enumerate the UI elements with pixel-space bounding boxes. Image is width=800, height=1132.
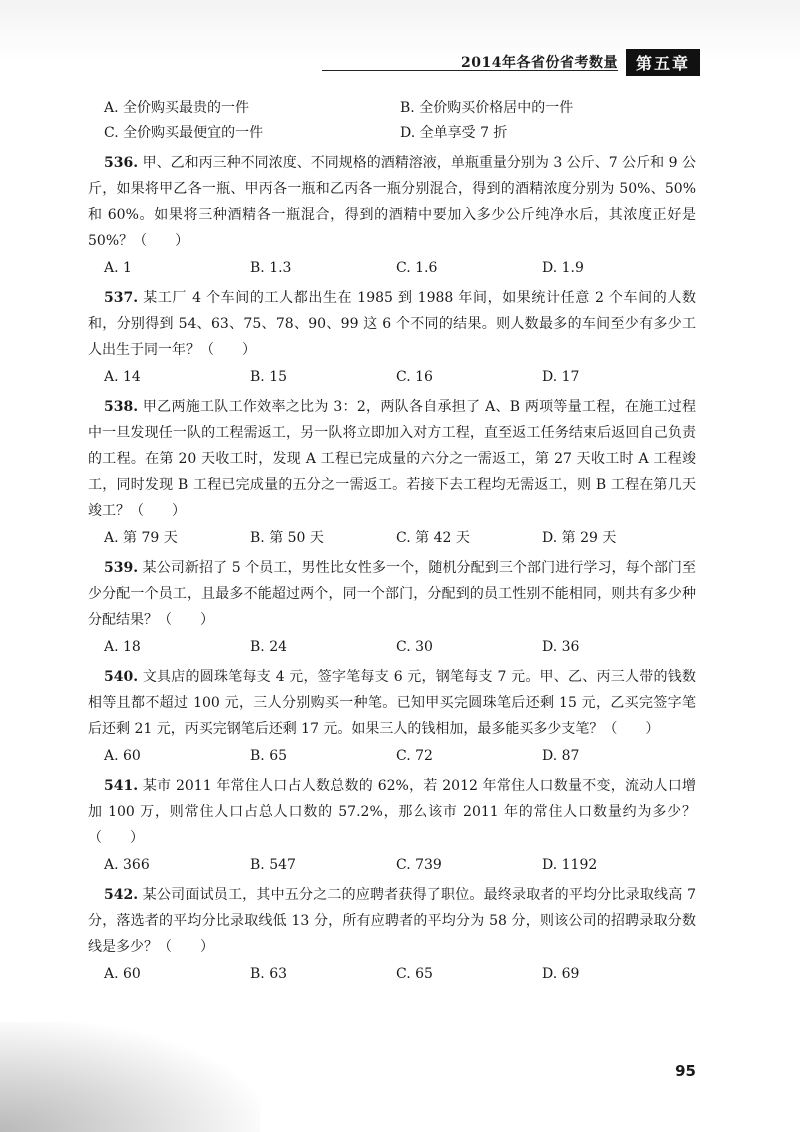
- question-list: [88, 98, 697, 985]
- question-536: [88, 150, 696, 254]
- option-a: A. 18: [104, 639, 141, 655]
- option-a: A. 60: [104, 966, 141, 982]
- question-number: 539.: [104, 560, 139, 576]
- chapter-label: 第五章: [626, 49, 700, 76]
- option-a: A. 1: [104, 260, 132, 276]
- question-text: 某公司面试员工，其中五分之二的应聘者获得了职位。最终录取者的平均分比录取线高 7 分，落选者的平均分比录取线低 13 分，所有应聘者的平均分为 58 分，则该公司的招聘录取分数线是多少？（ ）: [88, 887, 696, 955]
- question-number: 541.: [104, 778, 139, 794]
- option-b: B. 63: [250, 966, 288, 982]
- page-number: 95: [675, 1062, 696, 1080]
- options-536: [104, 258, 696, 279]
- options-540: [104, 746, 696, 767]
- option-d: D. 17: [542, 369, 580, 385]
- options-542: [104, 964, 696, 985]
- option-a: A. 全价购买最贵的一件: [104, 100, 250, 116]
- option-c: C. 全价购买最便宜的一件: [104, 125, 264, 141]
- option-a: A. 60: [104, 748, 141, 764]
- option-c: C. 72: [396, 748, 433, 764]
- question-number: 538.: [104, 399, 139, 415]
- options-541: [104, 855, 696, 876]
- option-d: D. 第 29 天: [542, 530, 617, 546]
- option-c: C. 1.6: [396, 260, 438, 276]
- option-b: B. 第 50 天: [250, 530, 324, 546]
- header-rule: [322, 70, 618, 71]
- question-text: 甲乙两施工队工作效率之比为 3：2，两队各自承担了 A、B 两项等量工程，在施工过程中一旦发现任一队的工程需返工，另一队将立即加入对方工程，直至返工任务结束后返回自己负责的工程。在第 20 天收工时，发现 A 工程已完成量的六分之一需返工，第 27 天收工时 A 工程竣工，同时发现 B 工程已完成量的五分之一需返工。若接下去工程均无需返工，则 B 工程在第几天竣工？（ ）: [88, 399, 697, 519]
- option-d: D. 69: [542, 966, 580, 982]
- page-shadow: [0, 1022, 260, 1132]
- options-537: [104, 367, 696, 388]
- option-a: A. 366: [104, 857, 150, 873]
- option-a: A. 14: [104, 369, 141, 385]
- option-d: D. 全单享受 7 折: [400, 125, 508, 141]
- question-number: 536.: [104, 155, 139, 171]
- question-text: 甲、乙和丙三种不同浓度、不同规格的酒精溶液，单瓶重量分别为 3 公斤、7 公斤和 9 公斤，如果将甲乙各一瓶、甲丙各一瓶和乙丙各一瓶分别混合，得到的酒精浓度分别为 50%、50%和 60%。如果将三种酒精各一瓶混合，得到的酒精中要加入多少公斤纯净水后，其浓度正好是 50%？（ ）: [88, 155, 696, 249]
- option-c: C. 30: [396, 639, 433, 655]
- option-c: C. 第 42 天: [396, 530, 470, 546]
- option-b: B. 65: [250, 748, 288, 764]
- option-c: C. 65: [396, 966, 433, 982]
- option-d: D. 36: [542, 639, 580, 655]
- option-b: B. 1.3: [250, 260, 292, 276]
- question-text: 文具店的圆珠笔每支 4 元，签字笔每支 6 元，钢笔每支 7 元。甲、乙、丙三人带的钱数相等且都不超过 100 元，三人分别购买一种笔。已知甲买完圆珠笔后还剩 15 元，乙买完签字笔后还剩 21 元，丙买完钢笔后还剩 17 元。如果三人的钱相加，最多能买多少支笔？（ ）: [88, 669, 697, 737]
- option-d: D. 1.9: [542, 260, 584, 276]
- option-d: D. 87: [542, 748, 580, 764]
- question-541: [88, 773, 696, 851]
- option-b: B. 547: [250, 857, 296, 873]
- option-b: B. 15: [250, 369, 288, 385]
- option-c: C. 16: [396, 369, 433, 385]
- question-538: [88, 394, 696, 524]
- options-538: [104, 528, 696, 549]
- question-number: 542.: [104, 887, 139, 903]
- question-537: [88, 285, 696, 363]
- option-a: A. 第 79 天: [104, 530, 178, 546]
- option-c: C. 739: [396, 857, 442, 873]
- question-540: [88, 664, 696, 742]
- options-539: [104, 637, 696, 658]
- question-539: [88, 555, 696, 633]
- question-text: 某公司新招了 5 个员工，男性比女性多一个，随机分配到三个部门进行学习，每个部门至少分配一个员工，且最多不能超过两个，同一个部门，分配到的员工性别不能相同，则共有多少种分配结果？（ ）: [88, 560, 696, 628]
- question-542: [88, 882, 696, 960]
- question-number: 540.: [104, 669, 139, 685]
- header-title: 2014年各省份省考数量: [461, 55, 618, 71]
- prev-options-row-1: [104, 98, 696, 119]
- question-text: 某市 2011 年常住人口占人数总数的 62%，若 2012 年常住人口数量不变，流动人口增加 100 万，则常住人口占总人口数的 57.2%，那么该市 2011 年的常住人口数量约为多少？（ ）: [88, 778, 697, 846]
- question-text: 某工厂 4 个车间的工人都出生在 1985 到 1988 年间，如果统计任意 2 个车间的人数和，分别得到 54、63、75、78、90、99 这 6 个不同的结果。则人数最多的车间至少有多少工人出生于同一年？（ ）: [88, 290, 696, 358]
- prev-options-row-2: [104, 123, 696, 144]
- option-b: B. 全价购买价格居中的一件: [400, 100, 574, 116]
- question-number: 537.: [104, 290, 139, 306]
- option-d: D. 1192: [542, 857, 598, 873]
- option-b: B. 24: [250, 639, 288, 655]
